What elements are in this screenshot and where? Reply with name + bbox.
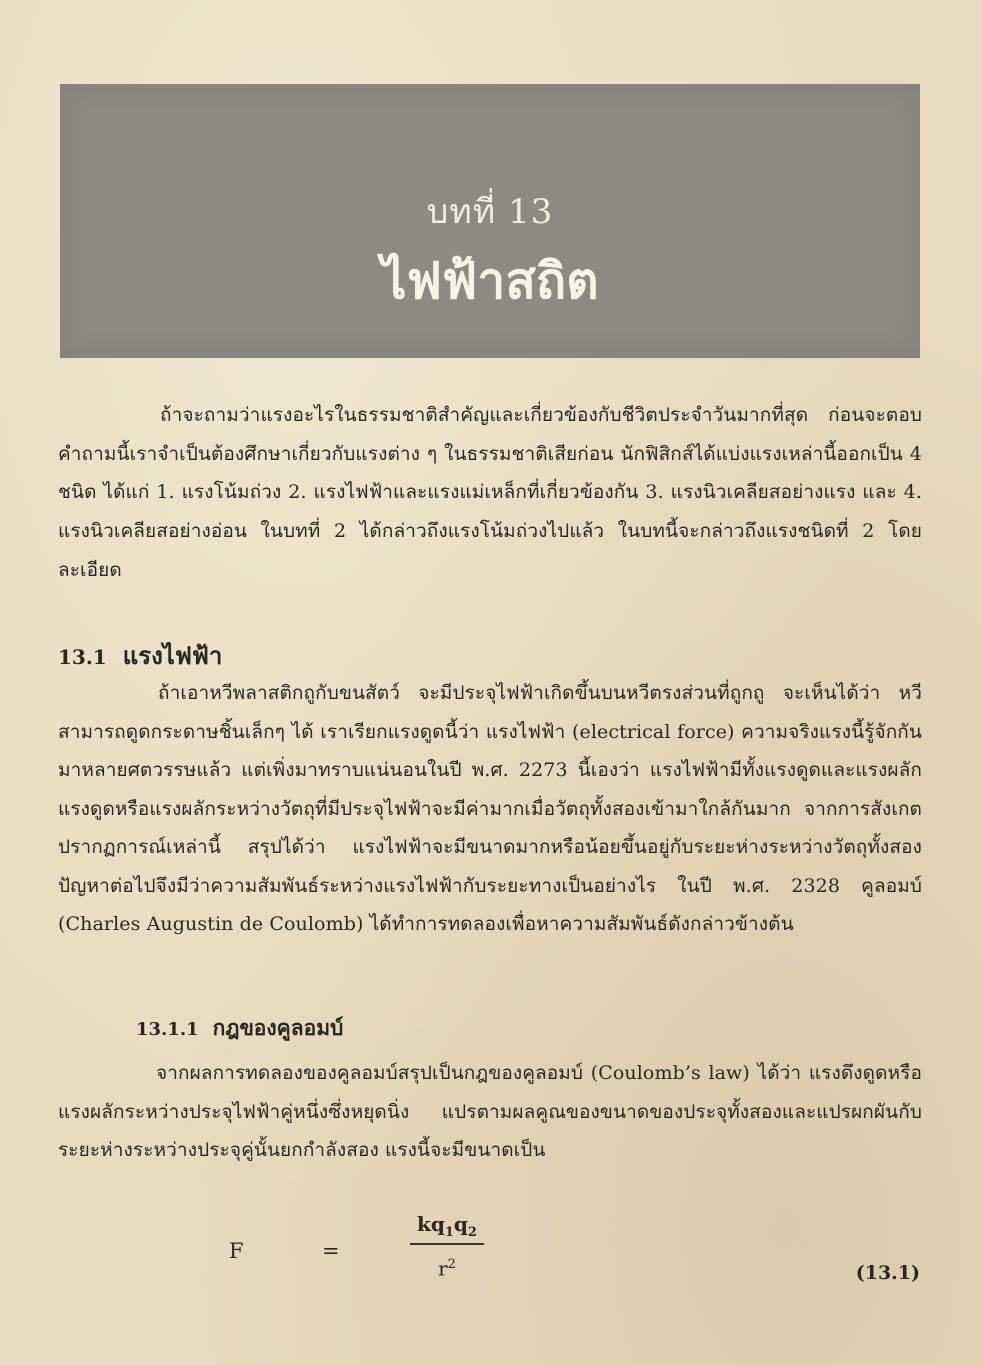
equation-numerator [410, 1208, 484, 1240]
chapter-title: ไฟฟ้าสถิต [381, 251, 599, 310]
numerator-q: q [453, 1212, 468, 1236]
section-heading [58, 636, 222, 675]
subsection-paragraph: จากผลการทดลองของคูลอมบ์สรุปเป็นกฎของคูลอมบ์ (Coulomb’s law) ได้ว่า แรงดึงดูดหรือแรงผลักระหว่างประจุไฟฟ้าคู่หนึ่งซึ่งหยุดนิ่ง แปรตามผลคูณของขนาดของประจุทั้งสองและแปรผกผันกับระยะห่างระหว่างประจุคู่นั้นยกกำลังสอง แรงนี้จะมีขนาดเป็น [58, 1062, 922, 1161]
equation-equals-sign: = [322, 1239, 340, 1263]
denominator-r: r [438, 1256, 448, 1281]
section-number: 13.1 [58, 645, 107, 669]
subsection-number: 13.1.1 [136, 1019, 199, 1040]
section-paragraph: ถ้าเอาหวีพลาสติกถูกับขนสัตว์ จะมีประจุไฟฟ้าเกิดขึ้นบนหวีตรงส่วนที่ถูกถู จะเห็นได้ว่า หวีสามารถดูดกระดาษชิ้นเล็กๆ ได้ เราเรียกแรงดูดนี้ว่า แรงไฟฟ้า (electrical force) ความจริงแรงนี้รู้จักกันมาหลายศตวรรษแล้ว แต่เพิ่งมาทราบแน่นอนในปี พ.ศ. 2273 นี้เองว่า แรงไฟฟ้ามีทั้งแรงดูดและแรงผลัก แรงดูดหรือแรงผลักระหว่างวัตถุที่มีประจุไฟฟ้าจะมีค่ามากเมื่อวัตถุทั้งสองเข้ามาใกล้กันมาก จากการสังเกตปรากฏการณ์เหล่านี้ สรุปได้ว่า แรงไฟฟ้าจะมีขนาดมากหรือน้อยขึ้นอยู่กับระยะห่างระหว่างวัตถุทั้งสอง ปัญหาต่อไปจึงมีว่าความสัมพันธ์ระหว่างแรงไฟฟ้ากับระยะทางเป็นอย่างไร ในปี พ.ศ. 2328 คูลอมบ์ (Charles Augustin de Coulomb) ได้ทำการทดลองเพื่อหาความสัมพันธ์ดังกล่าวข้างต้น [58, 682, 922, 935]
chapter-banner [60, 84, 920, 358]
subsection-title: กฎของคูลอมบ์ [212, 1015, 344, 1040]
intro-paragraph: ถ้าจะถามว่าแรงอะไรในธรรมชาติสำคัญและเกี่ยวข้องกับชีวิตประจำวันมากที่สุด ก่อนจะตอบคำถามนี้เราจำเป็นต้องศึกษาเกี่ยวกับแรงต่าง ๆ ในธรรมชาติเสียก่อน นักฟิสิกส์ได้แบ่งแรงเหล่านี้ออกเป็น 4 ชนิด ได้แก่ 1. แรงโน้มถ่วง 2. แรงไฟฟ้าและแรงแม่เหล็กที่เกี่ยวข้องกัน 3. แรงนิวเคลียสอย่างแรง และ 4. แรงนิวเคลียสอย่างอ่อน ในบทที่ 2 ได้กล่าวถึงแรงโน้มถ่วงไปแล้ว ในบทนี้จะกล่าวถึงแรงชนิดที่ 2 โดยละเอียด [58, 404, 922, 581]
numerator-k-q: kq [417, 1212, 445, 1236]
section-title: แรงไฟฟ้า [122, 641, 223, 670]
denominator-exponent: 2 [447, 1256, 456, 1272]
chapter-number: บทที่ 13 [426, 192, 554, 232]
equation-number: (13.1) [855, 1262, 920, 1284]
numerator-subscript-1: 1 [444, 1225, 454, 1240]
equation-denominator [410, 1249, 484, 1281]
numerator-subscript-2: 2 [467, 1225, 477, 1240]
subsection-heading [136, 1012, 343, 1045]
equation-fraction [410, 1208, 484, 1281]
equation-lhs: F [229, 1239, 244, 1263]
fraction-bar [410, 1243, 484, 1245]
